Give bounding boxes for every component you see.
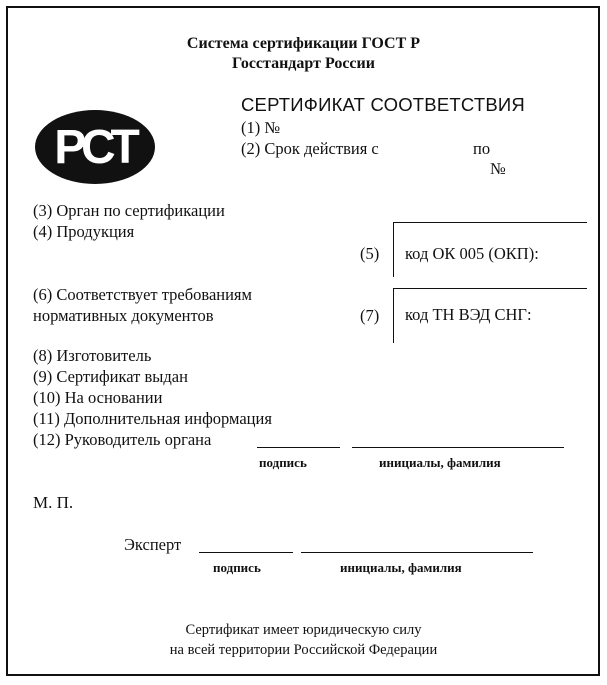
footer-line1: Сертификат имеет юридическую силу	[185, 622, 422, 638]
field-2-validity: (2) Срок действия с	[241, 139, 379, 158]
header-system: Система сертификации ГОСТ Р	[186, 35, 421, 52]
field-1-number: (1) №	[241, 118, 281, 137]
field-4-product: (4) Продукция	[33, 222, 135, 241]
field-5-number: (5)	[360, 244, 380, 263]
field-2-to: по	[473, 139, 491, 158]
head-name-caption: инициалы, фамилия	[379, 455, 501, 470]
expert-signature-line	[199, 552, 293, 553]
logo-text: РСТ	[54, 121, 136, 174]
header-agency: Госстандарт России	[232, 55, 375, 72]
field-3-certification-body: (3) Орган по сертификации	[33, 201, 225, 220]
field-6-requirements-line2: нормативных документов	[33, 306, 214, 325]
expert-signature-caption: подпись	[213, 560, 261, 575]
expert-name-line	[301, 552, 533, 553]
field-10-basis: (10) На основании	[33, 388, 163, 407]
field-5-okp-code: код ОК 005 (ОКП):	[405, 244, 539, 263]
stamp-place: М. П.	[33, 493, 74, 512]
head-signature-caption: подпись	[259, 455, 307, 470]
field-7-tnved-code: код ТН ВЭД СНГ:	[405, 305, 532, 324]
field-8-manufacturer: (8) Изготовитель	[33, 346, 152, 365]
field-6-requirements-line1: (6) Соответствует требованиям	[33, 285, 252, 304]
rst-mark-icon	[33, 108, 165, 191]
expert-label: Эксперт	[124, 535, 182, 554]
field-2-no: №	[490, 159, 506, 178]
field-12-head-of-body: (12) Руководитель органа	[33, 430, 212, 449]
field-11-additional-info: (11) Дополнительная информация	[33, 409, 272, 428]
footer-line2: на всей территории Российской Федерации	[169, 642, 438, 658]
head-name-line	[352, 447, 564, 448]
rst-logo-svg	[33, 108, 165, 186]
field-7-number: (7)	[360, 306, 380, 325]
field-9-issued-to: (9) Сертификат выдан	[33, 367, 188, 386]
expert-name-caption: инициалы, фамилия	[340, 560, 462, 575]
certificate-title: СЕРТИФИКАТ СООТВЕТСТВИЯ	[241, 94, 525, 115]
head-signature-line	[257, 447, 340, 448]
